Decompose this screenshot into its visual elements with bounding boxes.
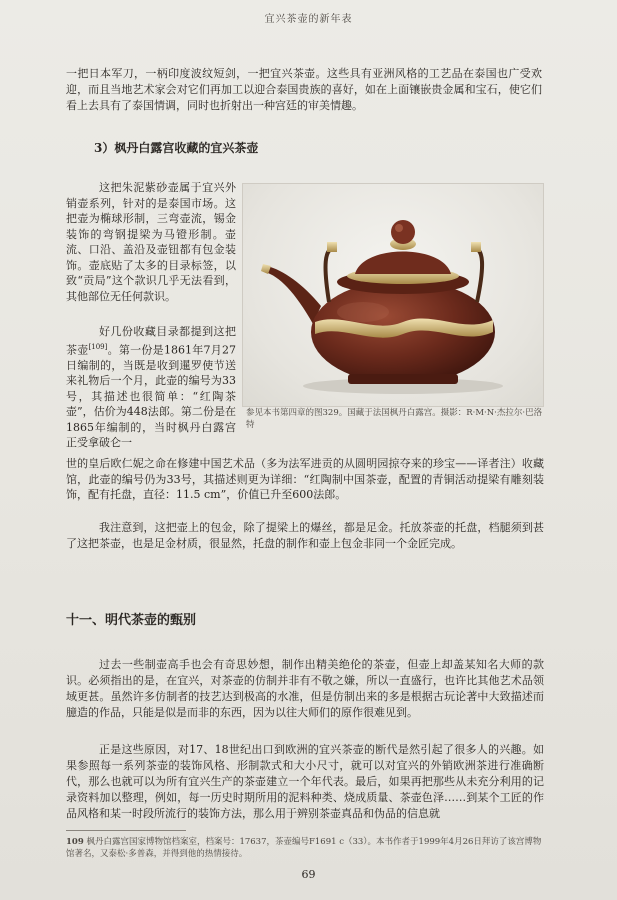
catalogue-paragraph-start: 好几份收藏目录都提到这把茶壶 <box>66 325 236 357</box>
catalogue-paragraph <box>66 324 236 451</box>
teapot-photo <box>242 183 544 407</box>
teapot-spout <box>265 266 321 324</box>
footnote-reference: [109] <box>88 342 108 351</box>
body-highlight <box>337 302 389 322</box>
catalogue-paragraph-rest: 。第一份是1861年7月27日编制的，当既是收到暹罗使节送来礼物后一个月，此壶的编号为33号，其描述也很简单：“红陶茶壶”，估价为448法郎。第二份是在1865年编制的，当时枫丹白露宫正受拿破仑一 <box>66 343 236 450</box>
handle-right-arm <box>475 248 482 302</box>
teapot-base <box>348 374 458 384</box>
dating-paragraph: 正是这些原因，对17、18世纪出口到欧洲的宜兴茶壶的断代是然引起了很多人的兴趣。如果参照每一系列茶壶的装饰风格、形制款式和大小尺寸，就可以对宜兴的外销欧洲茶进行准确断代，那么也就可以为所有宜兴生产的茶壶建立一个年代表。最后，如果再把那些从未充分利用的记录资料加以整理，例如，每一历史时期所用的泥料种类、烧成质量、茶壶色泽……到某个工匠的作品风格和某一时段所流行的装饰方法，那么用于辨别茶壶真品和伪品的信息就 <box>66 743 544 820</box>
handle-left-finial <box>327 242 337 252</box>
footnote-text: 枫丹白露宫国家博物馆档案室，档案号：17637，茶壶编号F1691 c（33）。本书作者于1999年4月26日拜访了该宫博物馆著名，又泰松·多普森，并得到他的热情接待。 <box>66 837 542 859</box>
section-heading-fontainebleau: 3）枫丹白露宫收藏的宜兴茶壶 <box>94 141 259 155</box>
knob-highlight <box>395 224 403 232</box>
catalogue-paragraph-continued: 世的皇后欧仁妮之命在修建中国艺术品（多为法军进贡的从圆明园掠夺来的珍宝——译者注）收藏馆，此壶的编号仍为33号，其描述则更为详细：“红陶制中国茶壶，配置的青铜活动提梁有雕刻装饰，配有托盘，直径：11.5 cm”，价值已升至600法郎。 <box>66 457 544 501</box>
teapot-lid <box>355 252 451 275</box>
section-heading-ming-teapots: 十一、明代茶壶的甄别 <box>66 613 197 628</box>
teapot-knob <box>391 220 415 244</box>
handle-left-arm <box>326 248 333 302</box>
teapot-description-paragraph: 这把朱泥紫砂壶属于宜兴外销壶系列，针对的是泰国市场。这把壶为椭球形制，三弯壶流，锡金装饰的弯钢提梁为马镫形制。壶流、口沿、盖沿及壶钮都有包金装饰。壶底贴了太多的目录标签，以致“贡局”这个款识几乎无法看到，其他部位无任何款识。 <box>66 181 236 303</box>
teapot-illustration <box>243 184 543 406</box>
gold-observation-paragraph: 我注意到，这把壶上的包金，除了提梁上的爆丝，都是足金。托放茶壶的托盘，档腿须到甚了这把茶壶，也是足金材质，很显然，托盘的制作和壶上包金非同一个金匠完成。 <box>66 521 544 550</box>
handle-right-finial <box>471 242 481 252</box>
page-number: 69 <box>301 868 316 881</box>
footnote-divider <box>66 830 186 831</box>
photo-caption: 参见本书第四章的图329。国藏于法国枫丹白露宫。摄影：R·M·N·杰拉尔·巴洛特 <box>246 408 543 430</box>
footnote-number: 109 <box>66 837 84 847</box>
intro-paragraph: 一把日本军刀，一柄印度波纹短剑，一把宜兴茶壶。这些具有亚洲风格的工艺品在泰国也广受欢迎，而且当地艺术家会对它们再加工以迎合泰国贵族的喜好，如在上面镶嵌贵金属和宝石，使它们看上去具有了泰国情调，同时也折射出一种宫廷的审美情趣。 <box>66 67 542 112</box>
imitation-paragraph: 过去一些制壶高手也会有奇思妙想，制作出精美绝伦的茶壶，但壶上却盖某知名大师的款识。必须指出的是，在宜兴，对茶壶的仿制并非有不敬之嫌，所以一直盛行，也许比其他艺术品领域更甚。虽然许多仿制者的技艺达到极高的水准，但是仿制出来的多是根据古玩论著中大致描述而臆造的作品，只能是似是而非的东西，因为以往大师们的原作很难见到。 <box>66 658 544 719</box>
running-header: 宜兴茶壶的新年表 <box>264 14 353 25</box>
footnote <box>66 836 544 860</box>
